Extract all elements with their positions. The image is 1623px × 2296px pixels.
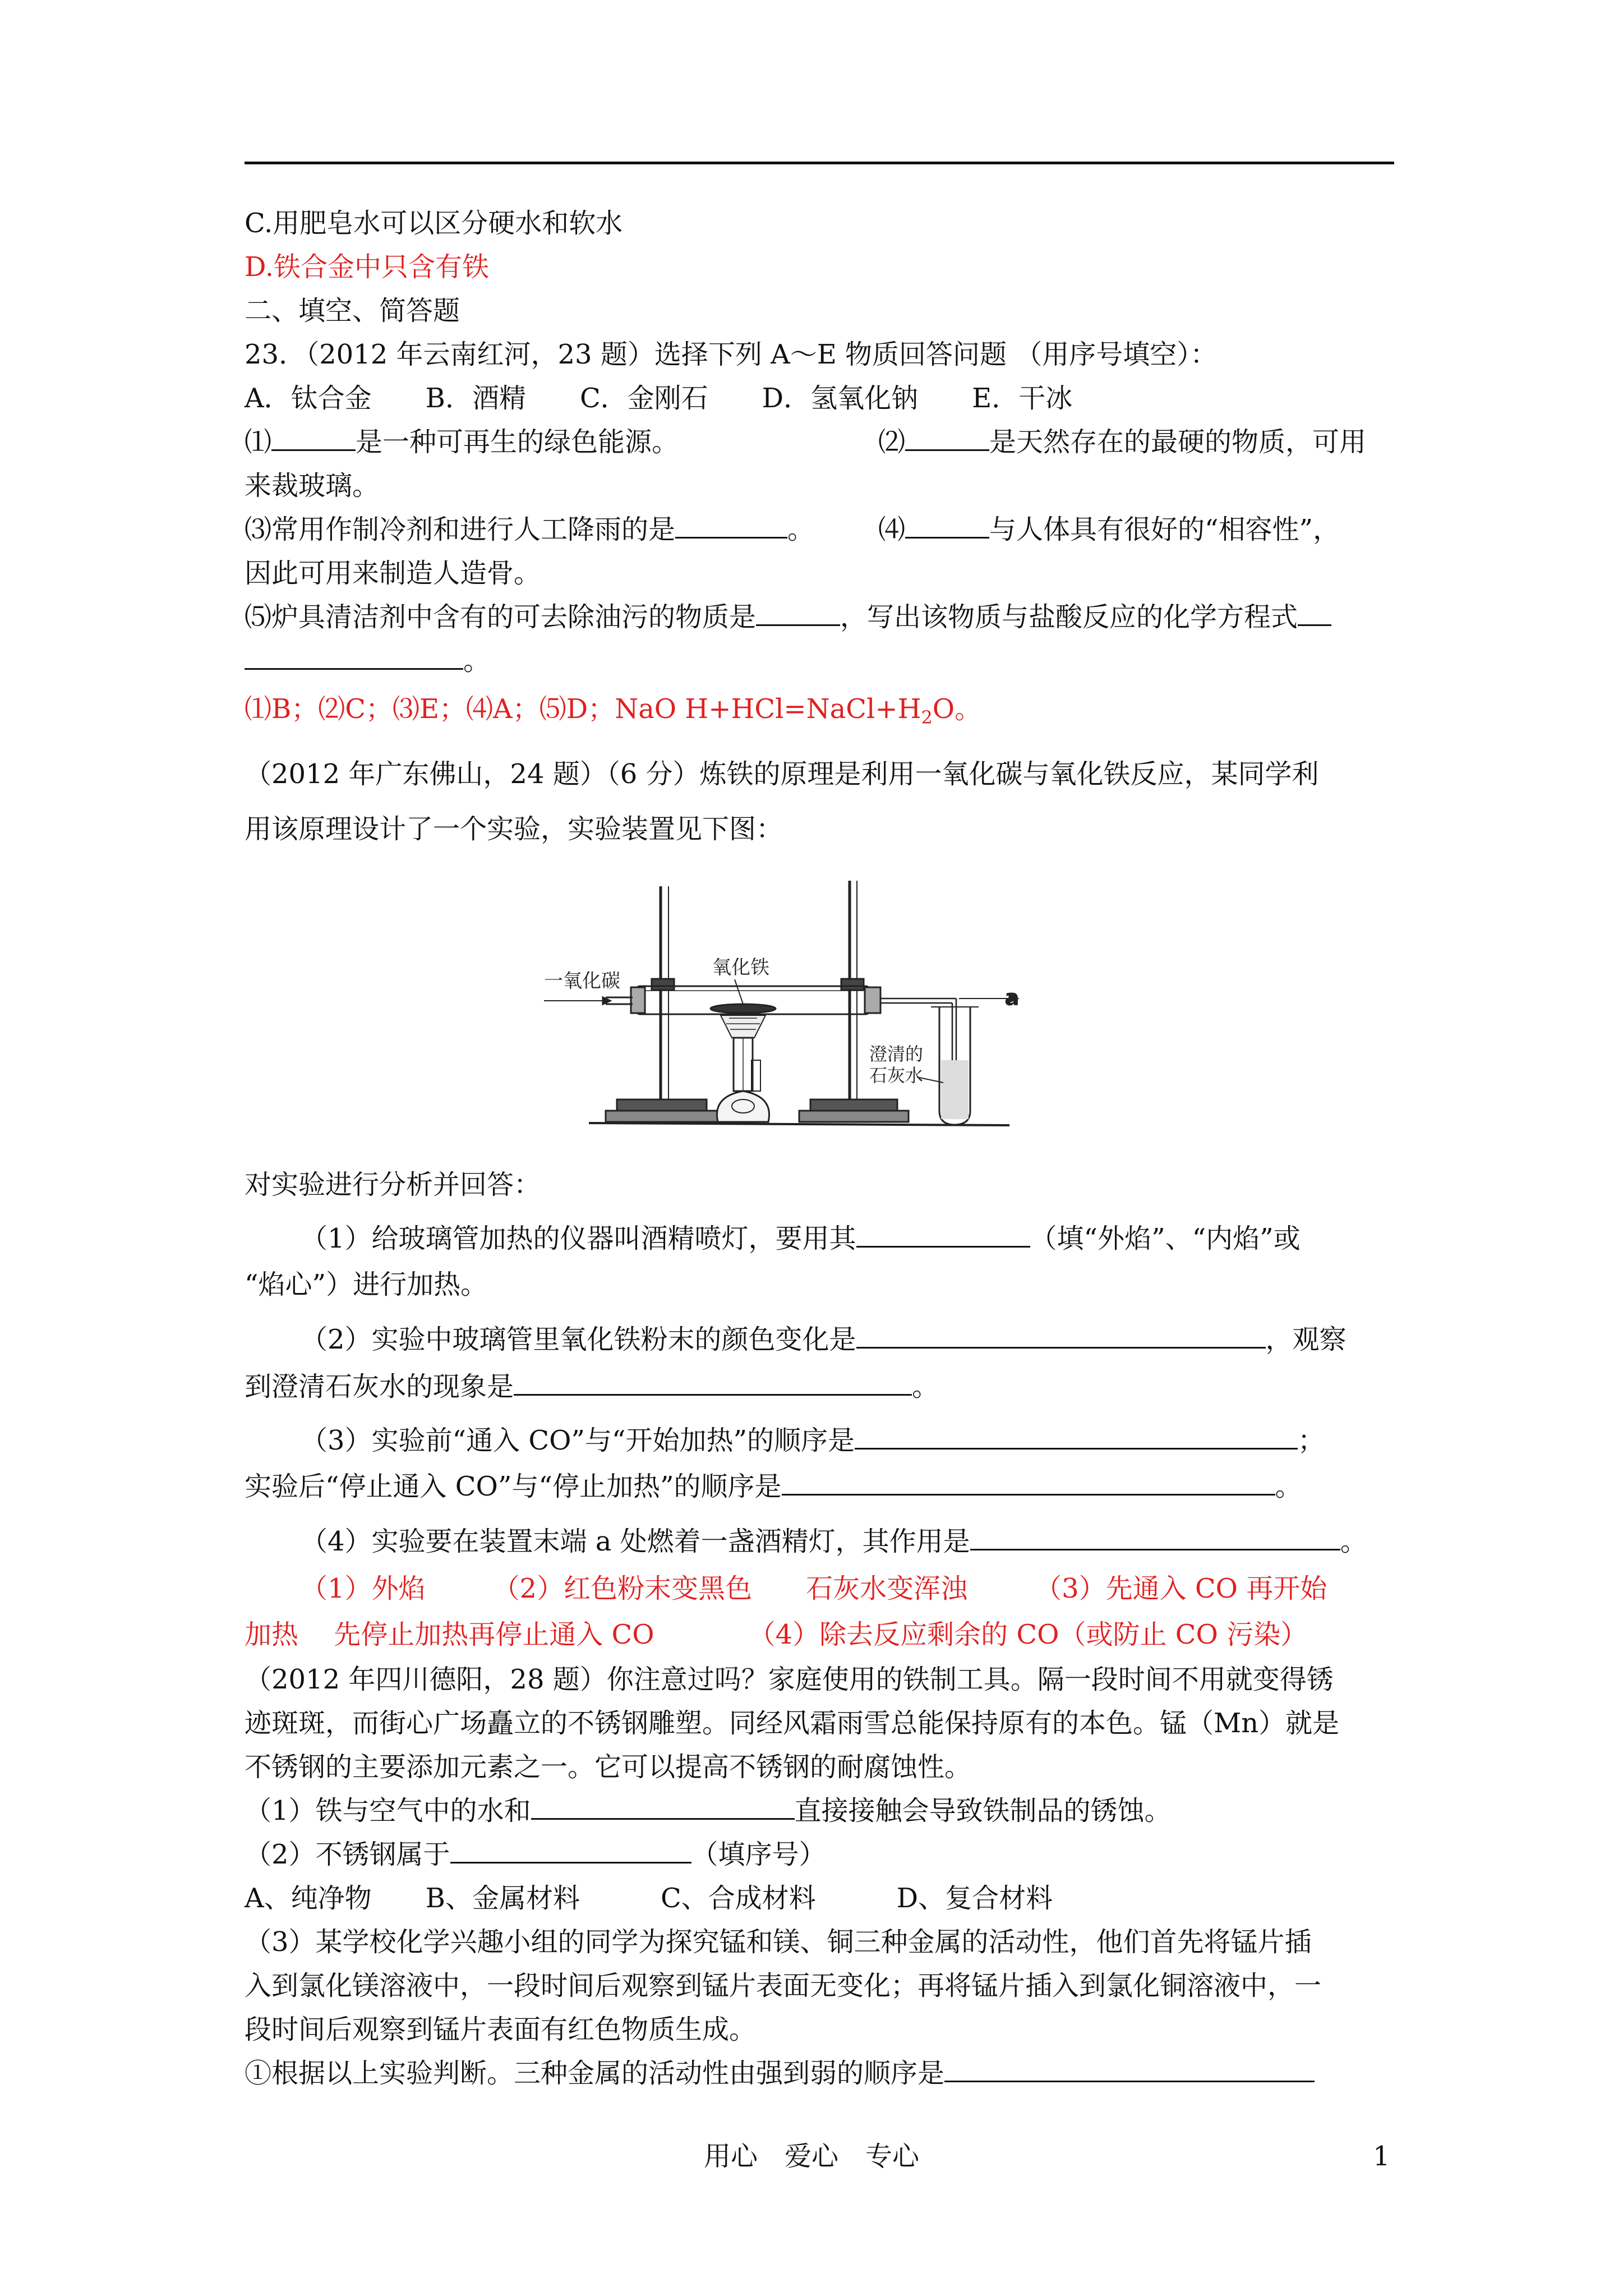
page-number: 1 [1373, 2141, 1390, 2172]
q24-part2 [301, 1322, 1347, 1358]
q24-part2-text: （2）实验中玻璃管里氧化铁粉末的颜色变化是 [301, 1324, 856, 1355]
q22-option-d-answer: D.铁合金中只含有铁 [245, 251, 490, 283]
q24-part3 [301, 1423, 1325, 1458]
q23-item3 [245, 512, 814, 547]
q24-part3-text-b: ； [1298, 1425, 1325, 1456]
q22-option-c: C.用肥皂水可以区分硬水和软水 [245, 208, 623, 239]
blank-q24-1[interactable] [856, 1223, 1030, 1248]
q23-answer-end: O。 [932, 693, 982, 725]
blank-q24-3a[interactable] [855, 1425, 1298, 1450]
blank-q24-4[interactable] [970, 1526, 1340, 1550]
q23-item2-text: 是天然存在的最硬的物质，可用 [989, 426, 1367, 458]
blank-q23-5c[interactable] [245, 646, 463, 670]
blank-q23-4[interactable] [905, 514, 989, 539]
q28-stem-3: 不锈钢的主要添加元素之一。它可以提高不锈钢的耐腐蚀性。 [245, 1751, 972, 1783]
q23-item2-number: ⑵ [878, 426, 906, 458]
q24-part1-text: （1）给玻璃管加热的仪器叫酒精喷灯，要用其 [301, 1223, 856, 1254]
blank-q28-2[interactable] [450, 1839, 691, 1864]
q28-stem-1: （2012 年四川德阳，28 题）你注意过吗？家庭使用的铁制工具。隔一段时间不用就变得锈 [245, 1664, 1334, 1695]
q24-part4 [301, 1524, 1367, 1559]
q23-answer [245, 691, 981, 735]
q28-options: A、纯净物 B、金属材料 C、合成材料 D、复合材料 [245, 1883, 1053, 1914]
q23-item1 [245, 424, 679, 460]
q23-answer-subscript: 2 [921, 707, 933, 728]
q24-part1 [301, 1221, 1301, 1257]
q28-part3-4 [245, 2055, 1315, 2091]
q23-item2 [878, 424, 1366, 460]
q24-stem-2: 用该原理设计了一个实验，实验装置见下图： [245, 813, 783, 845]
blank-q23-2[interactable] [905, 427, 989, 451]
q28-part3-2: 入到氯化镁溶液中，一段时间后观察到锰片表面无变化；再将锰片插入到氯化铜溶液中，一 [245, 1970, 1322, 2001]
header-rule [245, 162, 1394, 164]
q28-stem-2: 迹斑斑，而街心广场矗立的不锈钢雕塑。同经风霜雨雪总能保持原有的本色。锰（Mn）就是 [245, 1708, 1340, 1739]
q28-part3-1: （3）某学校化学兴趣小组的同学为探究锰和镁、铜三种金属的活动性，他们首先将锰片插 [245, 1926, 1312, 1958]
q24-part1-hint: （填“外焰”、“内焰”或 [1030, 1223, 1301, 1254]
section-title: 二、填空、简答题 [245, 295, 460, 326]
blank-q23-3[interactable] [675, 514, 787, 539]
q24-part2-cont [245, 1369, 939, 1405]
apparatus-figure [522, 875, 1026, 1139]
blank-q28-3[interactable] [944, 2058, 1315, 2082]
q24-part3-text-c: 实验后“停止通入 CO”与“停止加热”的顺序是 [245, 1471, 782, 1502]
figure-label-limewater-1: 澄清的 [869, 1043, 924, 1065]
q24-intro: 对实验进行分析并回答： [245, 1169, 541, 1200]
q24-answer-1: （1）外焰 （2）红色粉末变黑色 石灰水变浑浊 （3）先通入 CO 再开始 [301, 1573, 1327, 1604]
q23-item3-text: ⑶常用作制冷剂和进行人工降雨的是 [245, 514, 676, 545]
blank-q23-1[interactable] [271, 427, 356, 451]
blank-q23-5b[interactable] [1298, 602, 1331, 626]
figure-label-a: a [1004, 985, 1020, 1011]
q23-item4-number: ⑷ [878, 514, 906, 545]
q24-part3-cont [245, 1469, 1302, 1504]
q23-item5-text: ⑸炉具清洁剂中含有的可去除油污的物质是 [245, 601, 757, 633]
q24-part2-text-c: 到澄清石灰水的现象是 [245, 1371, 514, 1402]
page-footer: 用心 爱心 专心 [703, 2141, 919, 2172]
q24-stem-1: （2012 年广东佛山，24 题）（6 分）炼铁的原理是利用一氧化碳与氧化铁反应，某同学利 [245, 758, 1319, 790]
q24-part3-end: 。 [1275, 1471, 1302, 1502]
q23-item4-cont: 因此可用来制造人造骨。 [245, 558, 541, 589]
blank-q24-3b[interactable] [782, 1471, 1275, 1496]
q28-part3-3: 段时间后观察到锰片表面有红色物质生成。 [245, 2014, 757, 2045]
q24-part4-text: （4）实验要在装置末端 a 处燃着一盏酒精灯，其作用是 [301, 1526, 970, 1557]
q28-part2-hint: （填序号） [691, 1839, 826, 1870]
q24-part2-end: 。 [912, 1371, 939, 1402]
figure-label-co: 一氧化碳 [544, 970, 620, 992]
figure-label-limewater-2: 石灰水 [869, 1065, 924, 1086]
q23-item1-number: ⑴ [245, 426, 272, 458]
q23-item5-end: 。 [463, 645, 491, 677]
q24-part4-end: 。 [1340, 1526, 1367, 1557]
q23-item5-cont [245, 643, 490, 679]
q24-part1-cont: “焰心”）进行加热。 [245, 1269, 488, 1300]
blank-q24-2b[interactable] [514, 1372, 912, 1396]
q28-part2-text: （2）不锈钢属于 [245, 1839, 450, 1870]
q23-options: A．钛合金 B．酒精 C．金刚石 D．氢氧化钠 E．干冰 [245, 383, 1073, 414]
q23-item1-text: 是一种可再生的绿色能源。 [356, 426, 679, 458]
q28-part1-text: （1）铁与空气中的水和 [245, 1795, 531, 1826]
q28-part1-text-b: 直接接触会导致铁制品的锈蚀。 [794, 1795, 1172, 1826]
blank-q28-1[interactable] [531, 1796, 795, 1820]
q23-item5 [245, 599, 1331, 635]
q23-item4 [878, 512, 1340, 547]
q23-stem: 23．（2012 年云南红河，23 题）选择下列 A～E 物质回答问题 （用序号填空）： [245, 339, 1218, 370]
q23-answer-main: ⑴B；⑵C；⑶E；⑷A；⑸D；NaO H+HCl=NaCl+H [245, 693, 921, 725]
q24-answer-2: 加热 先停止加热再停止通入 CO （4）除去反应剩余的 CO（或防止 CO 污染） [245, 1619, 1308, 1650]
q23-item5-mid: ，写出该物质与盐酸反应的化学方程式 [840, 601, 1298, 633]
q23-item2-cont: 来裁玻璃。 [245, 470, 380, 501]
q24-part3-text: （3）实验前“通入 CO”与“开始加热”的顺序是 [301, 1425, 855, 1456]
q23-item4-text: 与人体具有很好的“相容性”， [989, 514, 1340, 545]
q24-part2-text-b: ，观察 [1265, 1324, 1347, 1355]
q28-part2 [245, 1837, 826, 1872]
q28-part1 [245, 1793, 1172, 1829]
q28-part3-4-text: ①根据以上实验判断。三种金属的活动性由强到弱的顺序是 [245, 2058, 945, 2089]
blank-q23-5a[interactable] [756, 602, 840, 626]
q23-item3-end: 。 [787, 514, 815, 545]
blank-q24-2a[interactable] [856, 1324, 1266, 1349]
figure-label-iron-oxide: 氧化铁 [712, 956, 769, 979]
